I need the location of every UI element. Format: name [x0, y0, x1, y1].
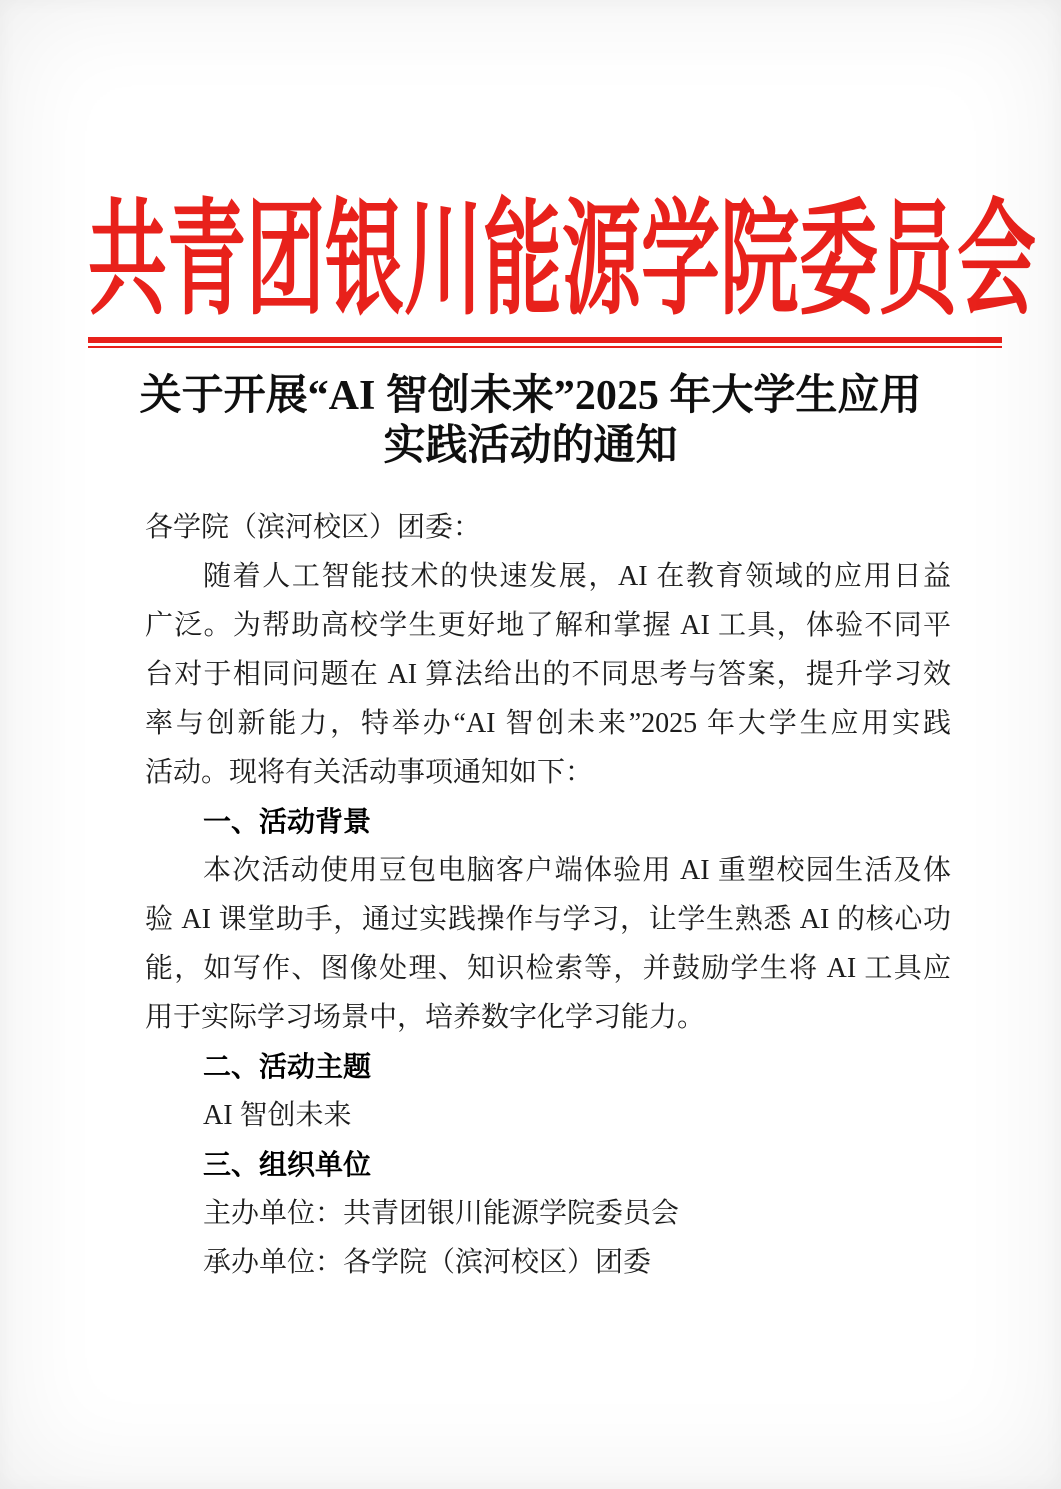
body-line: 用于实际学习场景中，培养数字化学习能力。	[145, 1002, 706, 1033]
body-line: 台对于相同问题在 AI 算法给出的不同思考与答案，提升学习效	[145, 659, 951, 690]
body-line: 活动。现将有关活动事项通知如下：	[145, 757, 594, 788]
body-line: 能，如写作、图像处理、知识检索等，并鼓励学生将 AI 工具应	[145, 953, 951, 984]
letterhead-divider-thick	[88, 337, 1002, 343]
body-line: 验 AI 课堂助手，通过实践操作与学习，让学生熟悉 AI 的核心功	[145, 904, 951, 935]
body-line: 广泛。为帮助高校学生更好地了解和掌握 AI 工具，体验不同平	[145, 610, 951, 641]
body-line: 各学院（滨河校区）团委：	[145, 512, 482, 543]
body-line: AI 智创未来	[203, 1100, 352, 1131]
body-line: 本次活动使用豆包电脑客户端体验用 AI 重塑校园生活及体	[203, 855, 951, 886]
letterhead-org-name: 共青团银川能源学院委员会	[88, 193, 1036, 332]
body-line: 承办单位：各学院（滨河校区）团委	[203, 1247, 652, 1278]
letterhead-divider-thin	[88, 346, 1002, 348]
body-line: 随着人工智能技术的快速发展，AI 在教育领域的应用日益	[203, 561, 951, 592]
notice-title-line-2: 实践活动的通知	[383, 423, 678, 469]
section-heading: 三、组织单位	[203, 1149, 372, 1180]
body-line: 主办单位：共青团银川能源学院委员会	[203, 1198, 680, 1229]
section-heading: 一、活动背景	[203, 806, 372, 837]
body-line: 率与创新能力，特举办“AI 智创未来”2025 年大学生应用实践	[145, 708, 951, 739]
notice-body	[145, 503, 951, 1287]
section-heading: 二、活动主题	[203, 1051, 372, 1082]
notice-title-line-1: 关于开展“AI 智创未来”2025 年大学生应用	[139, 373, 922, 419]
notice-title	[0, 371, 1061, 471]
